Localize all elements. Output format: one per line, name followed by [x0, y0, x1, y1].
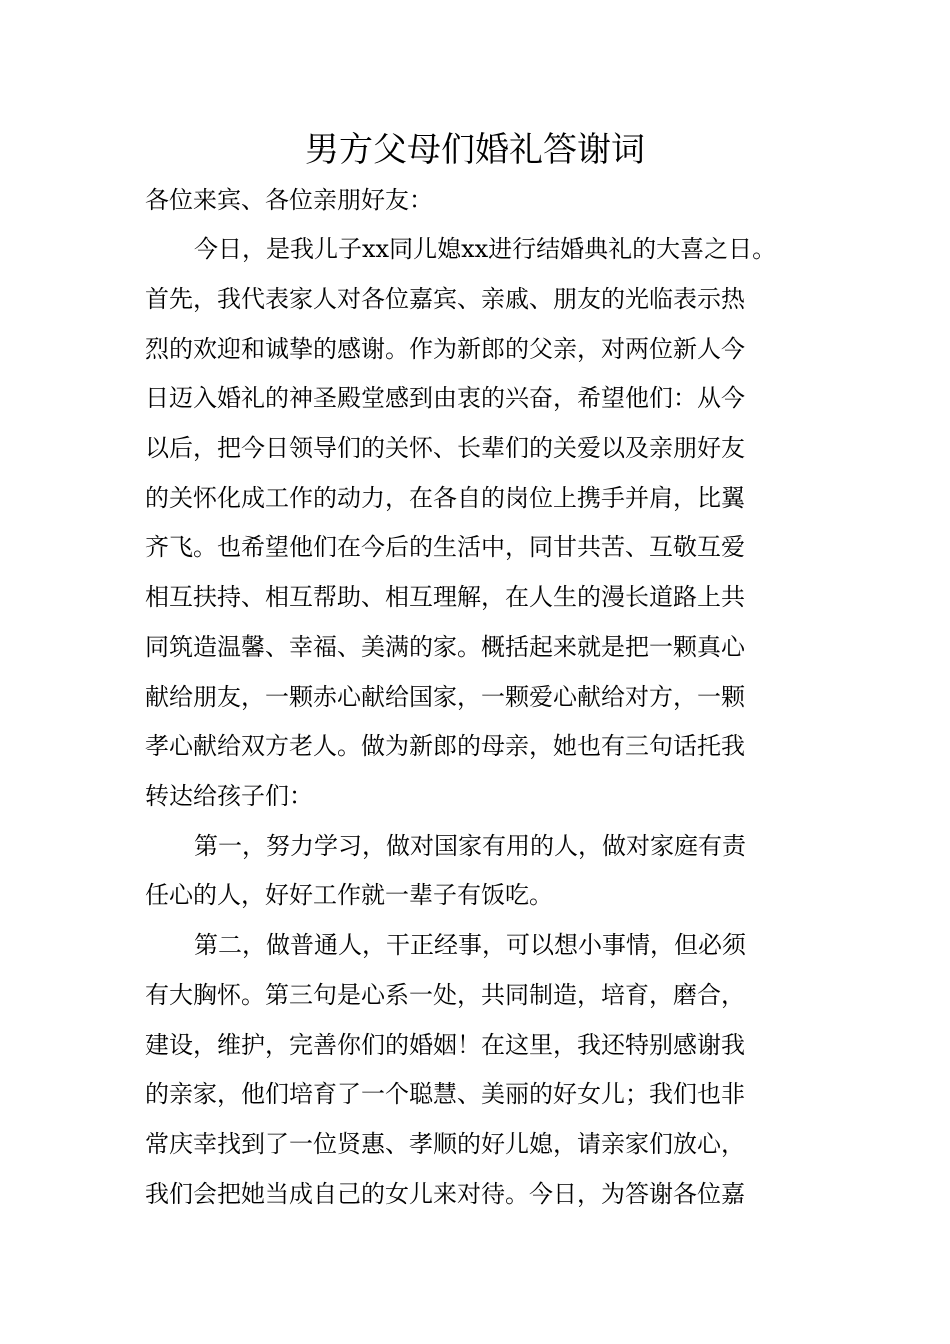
body-line: 常庆幸找到了一位贤惠、孝顺的好儿媳，请亲家们放心， [145, 1130, 745, 1158]
body-line: 我们会把她当成自己的女儿来对待。今日，为答谢各位嘉 [145, 1180, 745, 1208]
body-line: 第二，做普通人，干正经事，可以想小事情，但必须 [194, 931, 746, 959]
body-line: 烈的欢迎和诚挚的感谢。作为新郎的父亲，对两位新人今 [145, 335, 745, 363]
body-line: 日迈入婚礼的神圣殿堂感到由衷的兴奋，希望他们：从今 [145, 384, 745, 412]
body-line: 转达给孩子们： [145, 782, 313, 810]
body-line: 第一，努力学习，做对国家有用的人，做对家庭有责 [194, 832, 746, 860]
body-line: 建设，维护，完善你们的婚姻！在这里，我还特别感谢我 [145, 1031, 745, 1059]
body-line: 的关怀化成工作的动力，在各自的岗位上携手并肩，比翼 [145, 484, 745, 512]
body-line: 有大胸怀。第三句是心系一处，共同制造，培育，磨合， [145, 981, 745, 1009]
body-line: 献给朋友，一颗赤心献给国家，一颗爱心献给对方，一颗 [145, 683, 745, 711]
body-line: 齐飞。也希望他们在今后的生活中，同甘共苦、互敬互爱 [145, 533, 745, 561]
body-line: 相互扶持、相互帮助、相互理解，在人生的漫长道路上共 [145, 583, 745, 611]
body-line: 首先，我代表家人对各位嘉宾、亲戚、朋友的光临表示热 [145, 285, 745, 313]
body-line: 孝心献给双方老人。做为新郎的母亲，她也有三句话托我 [145, 732, 745, 760]
greeting: 各位来宾、各位亲朋好友： [145, 186, 433, 214]
body-line: 今日，是我儿子xx同儿媳xx进行结婚典礼的大喜之日。 [194, 235, 777, 263]
page-title: 男方父母们婚礼答谢词 [305, 130, 645, 170]
body-line: 以后，把今日领导们的关怀、长辈们的关爱以及亲朋好友 [145, 434, 745, 462]
body-line: 同筑造温馨、幸福、美满的家。概括起来就是把一颗真心 [145, 633, 745, 661]
body-line: 的亲家，他们培育了一个聪慧、美丽的好女儿；我们也非 [145, 1080, 745, 1108]
body-line: 任心的人，好好工作就一辈子有饭吃。 [145, 881, 553, 909]
